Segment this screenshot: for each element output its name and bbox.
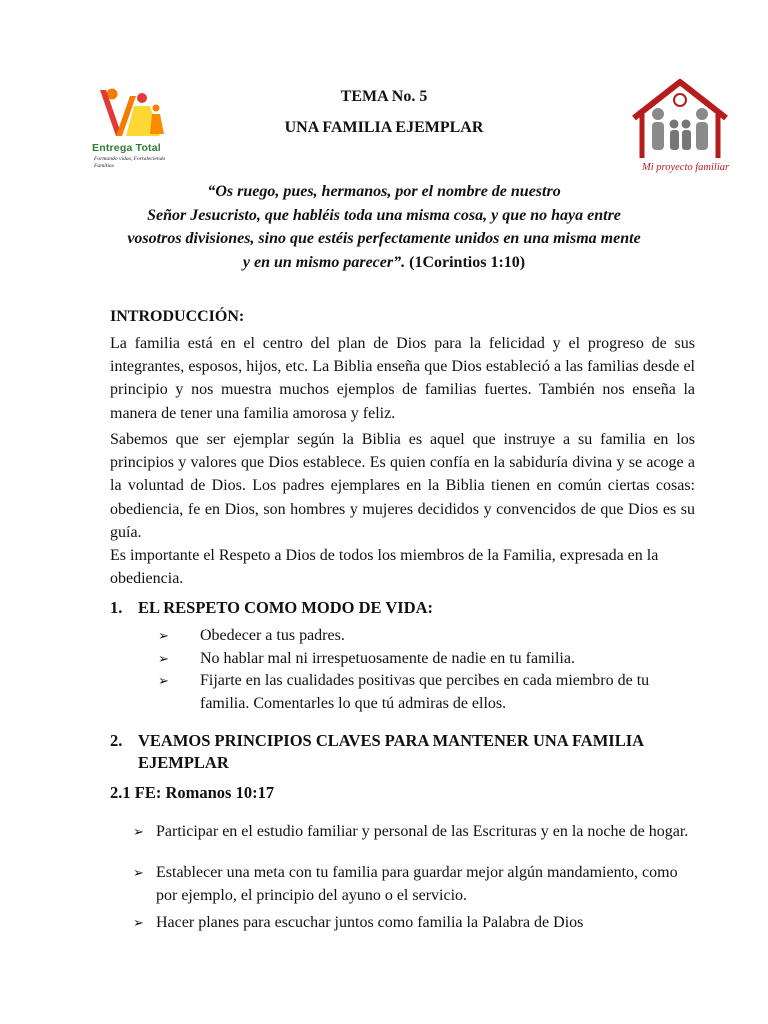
topic-number: TEMA No. 5	[340, 88, 428, 105]
list-item	[158, 648, 698, 671]
list-item-text: Fijarte en las cualidades positivas que percibes en cada miembro de tu familia. Comentarles lo que tú admiras de ellos.	[200, 672, 650, 712]
intro-heading: INTRODUCCIÓN:	[110, 308, 245, 325]
intro-paragraph: Sabemos que ser ejemplar según la Biblia es aquel que instruye a su familia en los principios y valores que Dios establece. Es quien confía en la sabiduría divina y se acoge a la voluntad de Dios. Los padres ejemplares en la Biblia tienen en común ciertas cosas: obediencia, fe en Dios, son hombres y mujeres decididos y convencidos de que Dios es su guía.	[110, 431, 695, 541]
arrow-bullet-icon: ➢	[158, 673, 169, 688]
list-item	[133, 912, 698, 935]
quote-line-last	[120, 251, 648, 275]
list-item	[158, 625, 698, 648]
quote-reference: (1Corintios 1:10)	[409, 253, 526, 271]
list-item	[133, 862, 698, 907]
arrow-bullet-icon: ➢	[133, 915, 144, 930]
arrow-bullet-icon: ➢	[133, 824, 144, 839]
quote-line: y en un mismo parecer”.	[242, 253, 406, 271]
logo-brand-name: Mi proyecto familiar	[642, 162, 730, 173]
page-title: UNA FAMILIA EJEMPLAR	[284, 119, 484, 136]
list-item-text: Hacer planes para escuchar juntos como familia la Palabra de Dios	[156, 914, 584, 931]
list-item-text: Obedecer a tus padres.	[200, 627, 345, 644]
quote-line: Señor Jesucristo, que habléis toda una misma cosa, y que no haya entre	[147, 206, 621, 224]
intro-paragraph: La familia está en el centro del plan de Dios para la felicidad y el progreso de sus integrantes, esposos, hijos, etc. La Biblia enseña que Dios estableció a las familias desde el principio y nos muestra muchos ejemplos de familias fuertes. También nos enseña la manera de tener una familia amorosa y feliz.	[110, 335, 695, 422]
section-number: 2.	[110, 731, 123, 750]
list-item-text: No hablar mal ni irrespetuosamente de nadie en tu familia.	[200, 650, 575, 667]
section-heading	[110, 730, 695, 774]
arrow-bullet-icon: ➢	[158, 651, 169, 666]
quote-line: “Os ruego, pues, hermanos, por el nombre de nuestro	[207, 183, 561, 200]
section-title: VEAMOS PRINCIPIOS CLAVES PARA MANTENER UNA FAMILIA EJEMPLAR	[138, 731, 644, 772]
list-item-text: Participar en el estudio familiar y personal de las Escrituras y en la noche de hogar.	[156, 823, 689, 840]
subsection-heading: 2.1 FE: Romanos 10:17	[110, 783, 275, 802]
arrow-bullet-icon: ➢	[158, 628, 169, 643]
intro-paragraph: Es importante el Respeto a Dios de todos los miembros de la Familia, expresada en la obediencia.	[110, 547, 659, 588]
arrow-bullet-icon: ➢	[133, 865, 144, 880]
section-number: 1.	[110, 598, 123, 617]
list-item	[158, 670, 698, 715]
quote-line: vosotros divisiones, sino que estéis perfectamente unidos en una misma mente	[127, 230, 641, 247]
logo-brand-name: Entrega Total	[92, 142, 161, 154]
list-item-text: Establecer una meta con tu familia para guardar mejor algún mandamiento, como por ejemplo, el principio del ayuno o el servicio.	[156, 864, 678, 904]
logo-tagline: Formando vidas, Fortaleciendo Familias	[94, 156, 166, 169]
section-title: EL RESPETO COMO MODO DE VIDA:	[138, 598, 434, 617]
bible-quote	[120, 180, 648, 274]
list-item	[133, 821, 698, 844]
section-heading	[110, 597, 695, 619]
